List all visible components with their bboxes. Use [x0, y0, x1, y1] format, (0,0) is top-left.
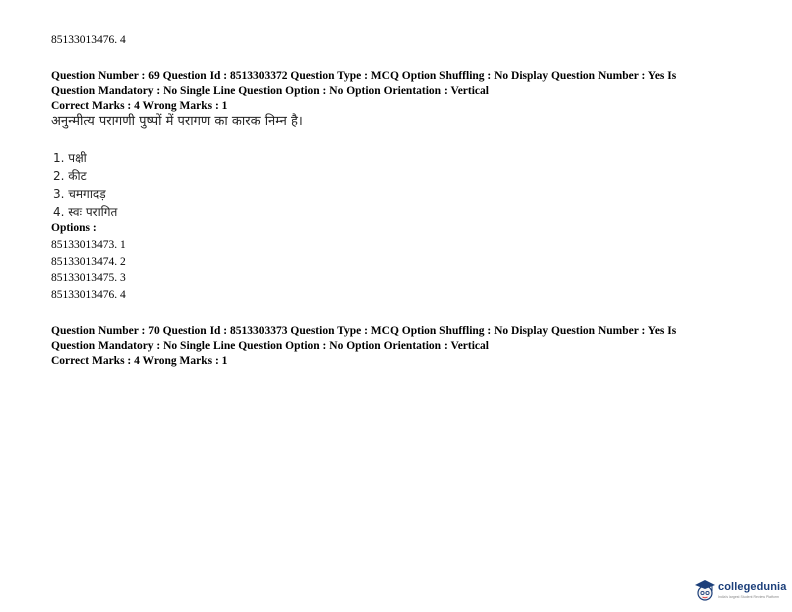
- q69-option-1: 85133013473. 1: [51, 239, 126, 251]
- collegedunia-logo: [694, 576, 786, 606]
- q69-choice-1: 1. पक्षी: [53, 151, 87, 165]
- q70-meta-line2: Question Mandatory : No Single Line Question Option : No Option Orientation : Vertical: [51, 340, 489, 352]
- q70-meta-line1: Question Number : 70 Question Id : 8513303373 Question Type : MCQ Option Shuffling : No Display Question Number : Yes Is: [51, 325, 677, 337]
- q69-meta-line1: Question Number : 69 Question Id : 8513303372 Question Type : MCQ Option Shuffling : No Display Question Number : Yes Is: [51, 70, 677, 82]
- q69-marks: Correct Marks : 4 Wrong Marks : 1: [51, 100, 228, 112]
- q69-option-2: 85133013474. 2: [51, 256, 126, 268]
- logo-brand-text: collegedunia: [718, 581, 787, 593]
- q69-meta-line2: Question Mandatory : No Single Line Question Option : No Option Orientation : Vertical: [51, 85, 489, 97]
- q69-choice-2: 2. कीट: [53, 169, 87, 183]
- q69-choice-4: 4. स्वः परागित: [53, 205, 118, 219]
- previous-option: 85133013476. 4: [51, 34, 126, 46]
- q69-question-text: अनुन्मीत्य परागणी पुष्पों में परागण का कारक निम्न है।: [51, 114, 303, 129]
- logo-tagline: India's largest Student Review Platform: [718, 595, 779, 599]
- q69-option-4: 85133013476. 4: [51, 289, 126, 301]
- q70-marks: Correct Marks : 4 Wrong Marks : 1: [51, 355, 228, 367]
- q69-options-label: Options :: [51, 222, 97, 234]
- q69-option-3: 85133013475. 3: [51, 272, 126, 284]
- graduation-cap-mascot-icon: [694, 578, 716, 602]
- q69-choice-3: 3. चमगादड़: [53, 187, 106, 201]
